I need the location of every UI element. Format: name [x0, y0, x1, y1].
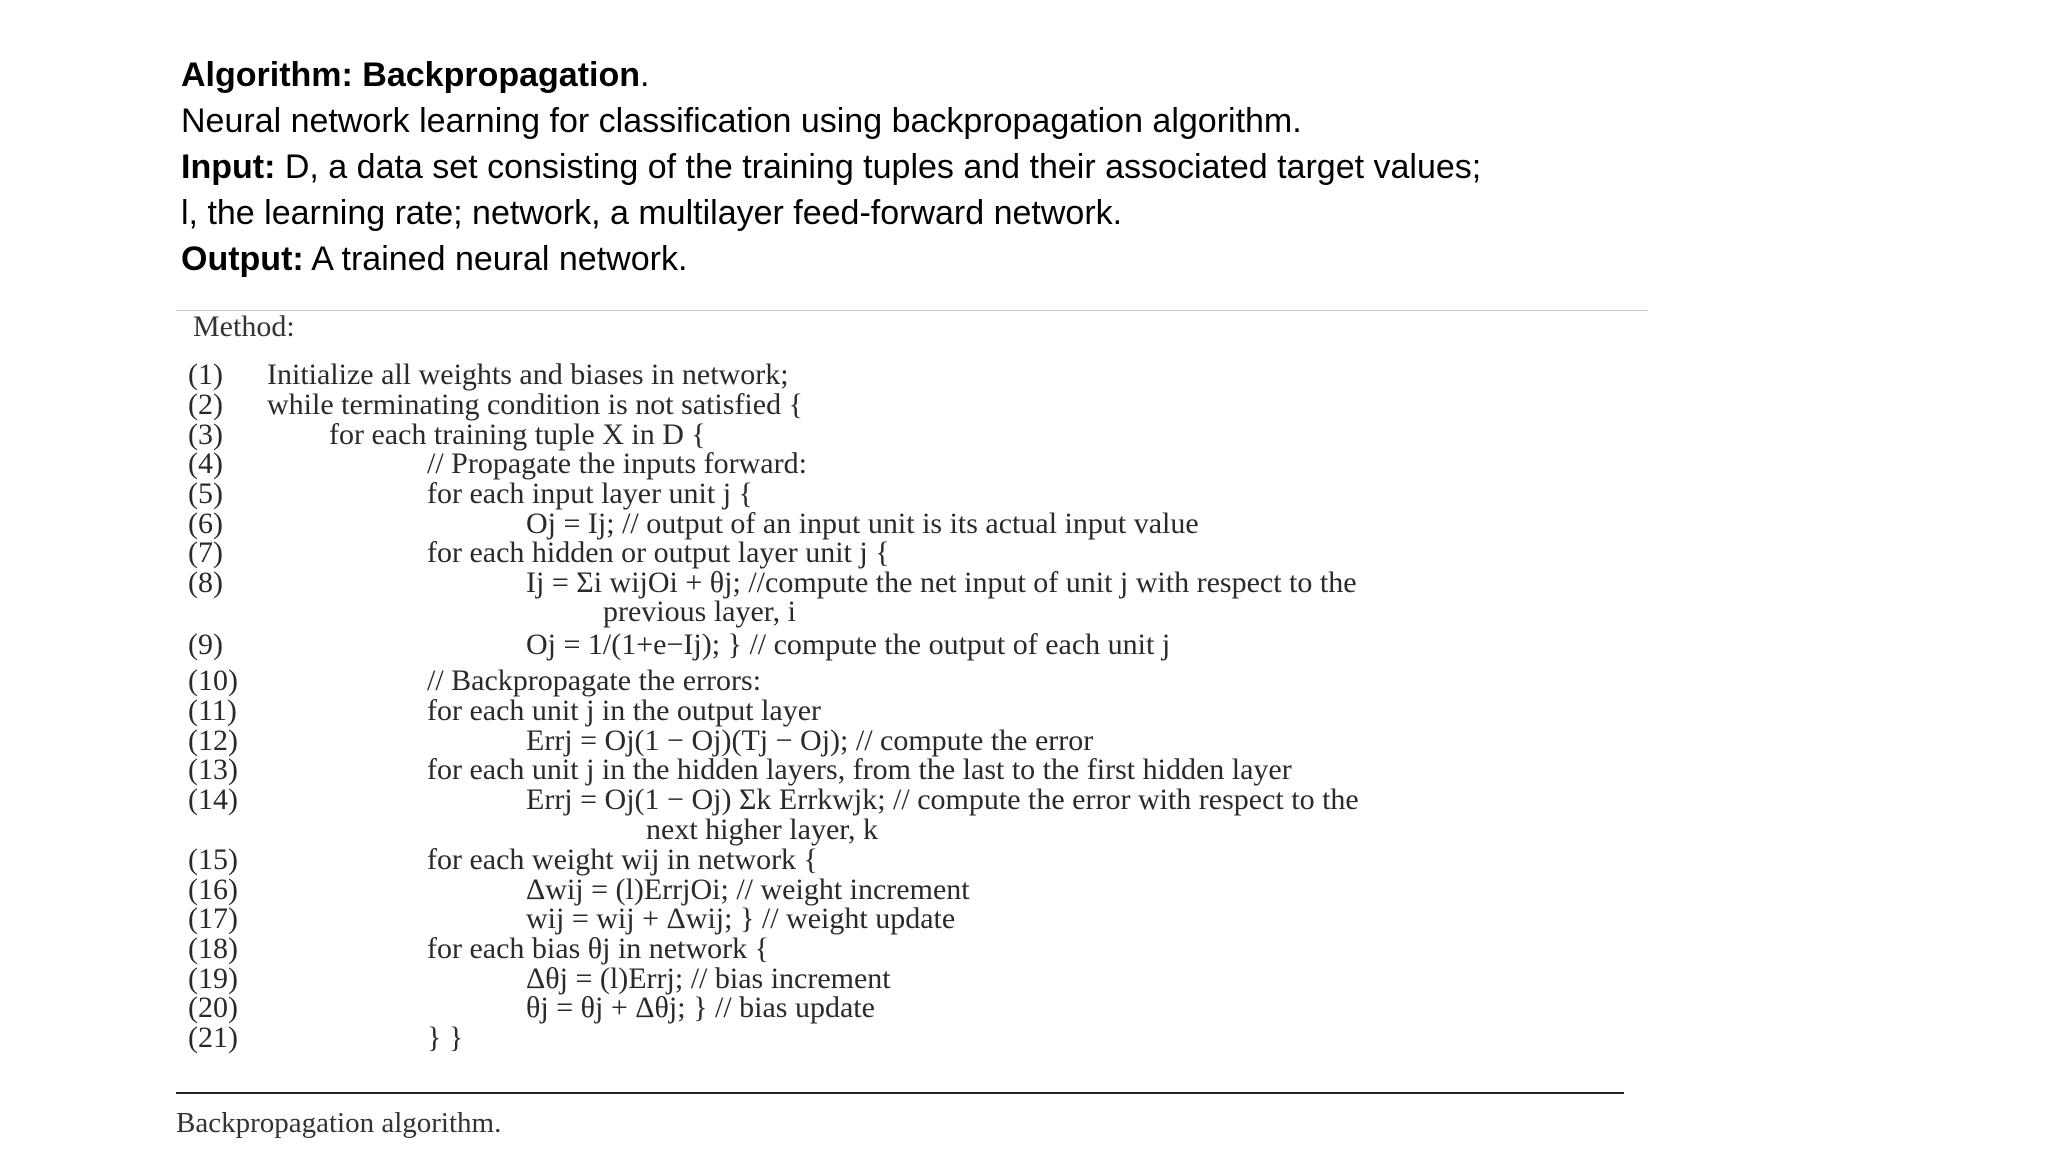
step-text: Oj = 1/(1+e−Ij); } // compute the output of each unit j [526, 628, 1171, 661]
step-text: for each unit j in the hidden layers, from the last to the first hidden layer [427, 753, 1292, 786]
step-text: Δwij = (l)ErrjOi; // weight increment [526, 873, 970, 906]
input-text: D, a data set consisting of the training tuples and their associated target values; [275, 148, 1482, 186]
step-number: (19) [188, 962, 238, 995]
algorithm-output-line [181, 236, 1681, 282]
step-number: (21) [188, 1021, 238, 1054]
step-text: previous layer, i [603, 595, 796, 628]
step-number: (15) [188, 843, 238, 876]
step-number: (12) [188, 724, 238, 757]
step-number: (5) [188, 477, 223, 510]
step-number: (4) [188, 447, 223, 480]
step-text: next higher layer, k [646, 813, 879, 846]
algorithm-title-period: . [640, 56, 650, 94]
step-number: (13) [188, 753, 238, 786]
step-text: Errj = Oj(1 − Oj)(Tj − Oj); // compute the error [526, 724, 1094, 757]
step-number: (6) [188, 507, 223, 540]
bottom-divider [176, 1092, 1624, 1094]
step-text: } } [427, 1021, 464, 1054]
step-text: while terminating condition is not satisfied { [267, 388, 803, 421]
step-text: for each training tuple X in D { [329, 418, 706, 451]
algorithm-title: Algorithm: Backpropagation [181, 56, 641, 94]
step-text: Ij = Σi wijOi + θj; //compute the net input of unit j with respect to the [526, 566, 1357, 599]
step-number: (1) [188, 358, 223, 391]
algorithm-description: Neural network learning for classification using backpropagation algorithm. [181, 102, 1302, 140]
step-text: wij = wij + Δwij; } // weight update [526, 902, 956, 935]
step-number: (20) [188, 991, 238, 1024]
input-label: Input: [181, 148, 276, 186]
step-number: (3) [188, 418, 223, 451]
step-number: (2) [188, 388, 223, 421]
step-number: (11) [188, 694, 237, 727]
step-text: for each weight wij in network { [427, 843, 818, 876]
step-text: Oj = Ij; // output of an input unit is its actual input value [526, 507, 1199, 540]
output-text: A trained neural network. [303, 240, 688, 278]
step-number: (8) [188, 566, 223, 599]
step-text: for each unit j in the output layer [427, 694, 822, 727]
algorithm-title-line [181, 52, 1681, 98]
step-text: for each bias θj in network { [427, 932, 769, 965]
algorithm-input-line [181, 144, 1681, 190]
output-label: Output: [181, 240, 304, 278]
step-number: (10) [188, 664, 238, 697]
step-number: (16) [188, 873, 238, 906]
step-text: Δθj = (l)Errj; // bias increment [526, 962, 891, 995]
step-number: (7) [188, 536, 223, 569]
method-label: Method: [193, 310, 295, 343]
step-text: // Backpropagate the errors: [427, 664, 762, 697]
algorithm-input-line-2: l, the learning rate; network, a multilayer feed-forward network. [181, 194, 1123, 232]
algorithm-header [181, 52, 1681, 282]
top-divider [176, 310, 1648, 311]
step-number: (9) [188, 628, 223, 661]
step-text: θj = θj + Δθj; } // bias update [526, 991, 875, 1024]
step-number: (17) [188, 902, 238, 935]
step-text: Errj = Oj(1 − Oj) Σk Errkwjk; // compute the error with respect to the [526, 783, 1359, 816]
step-text: for each input layer unit j { [427, 477, 753, 510]
step-number: (18) [188, 932, 238, 965]
step-text: for each hidden or output layer unit j { [427, 536, 890, 569]
step-text: // Propagate the inputs forward: [427, 447, 807, 480]
figure-caption: Backpropagation algorithm. [176, 1107, 502, 1139]
step-text: Initialize all weights and biases in network; [267, 358, 789, 391]
step-number: (14) [188, 783, 238, 816]
